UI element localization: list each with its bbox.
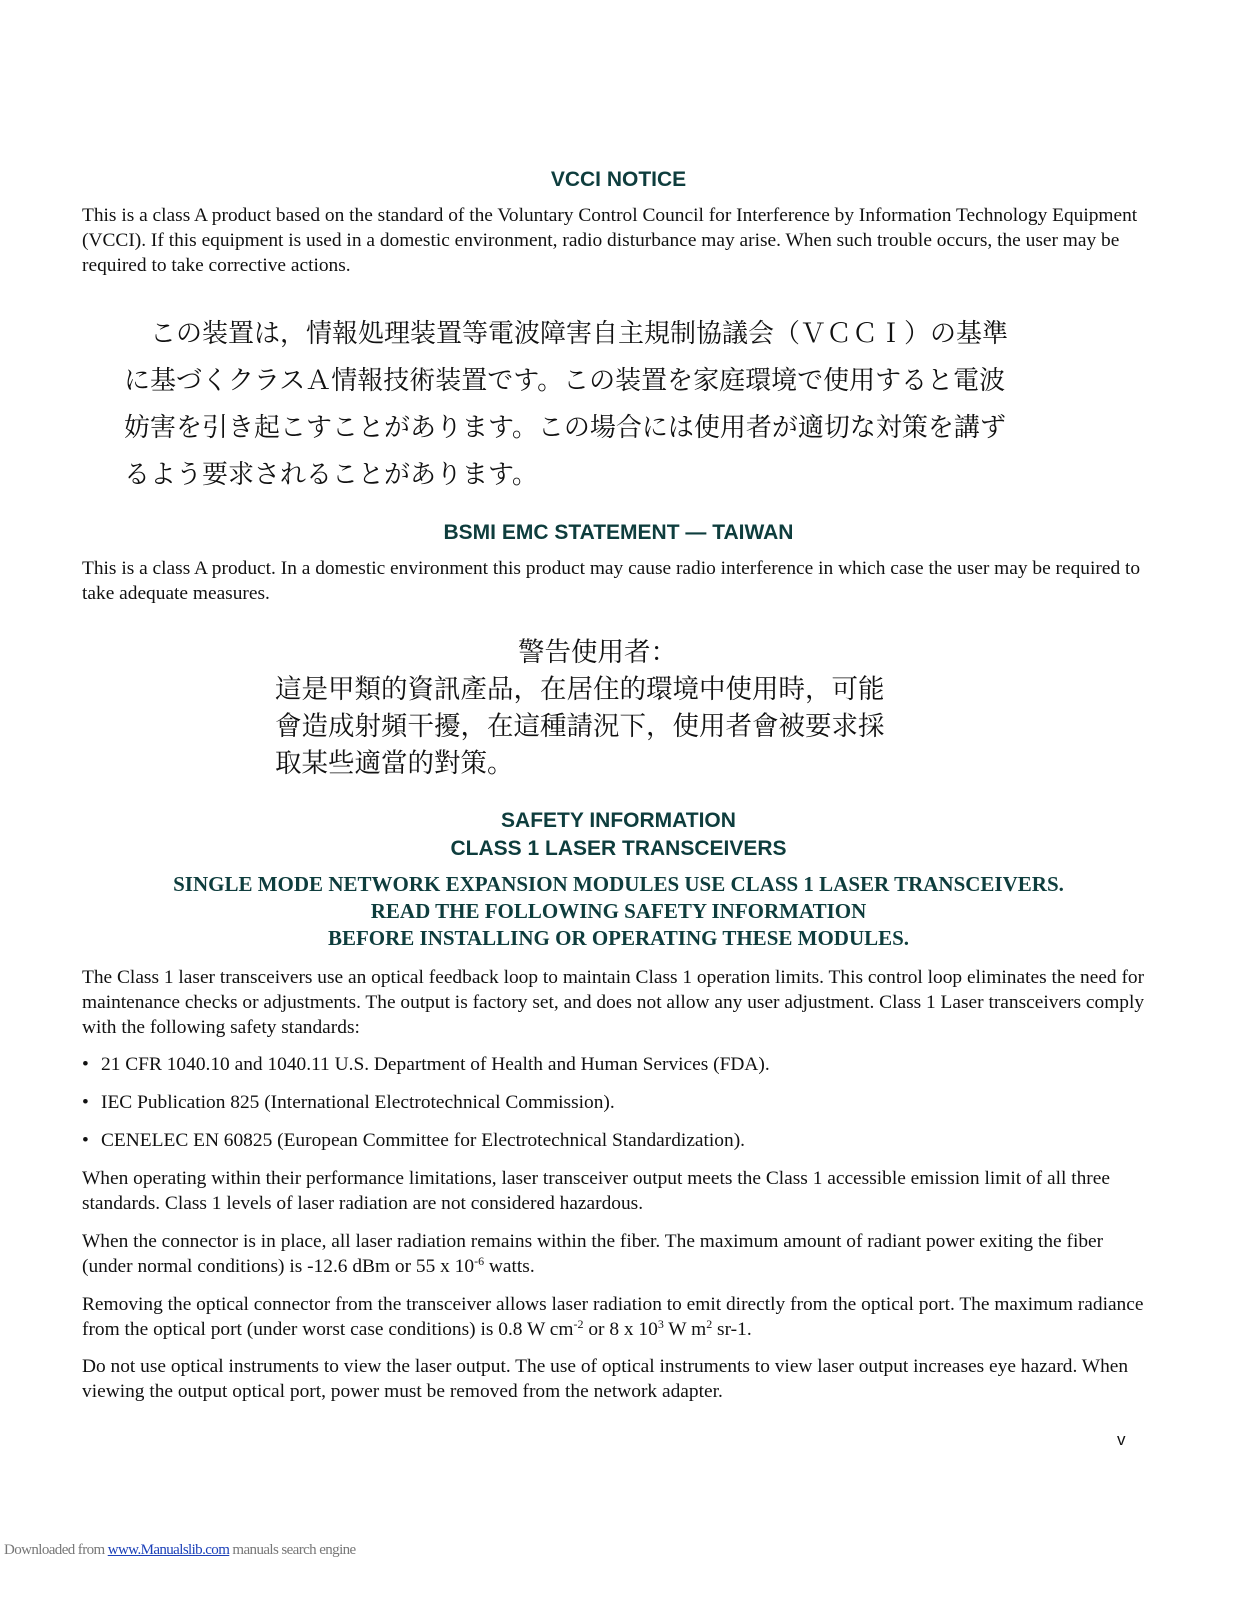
limits-text: When operating within their performance limitations, laser transceiver output meets the Class 1 accessible emission limit of all three standards. Class 1 levels of laser radiation are not considered hazardous.: [82, 1168, 1110, 1214]
standard-list-item: [82, 1090, 1152, 1115]
bullet-icon: •: [82, 1092, 89, 1113]
vcci-paragraph: [82, 203, 1152, 278]
bsmi-heading: BSMI EMC STATEMENT — TAIWAN: [443, 521, 794, 544]
warning-line: BEFORE INSTALLING OR OPERATING THESE MODULES.: [327, 926, 910, 950]
laser-class-heading: CLASS 1 LASER TRANSCEIVERS: [450, 837, 787, 860]
chinese-line: 會造成射頻干擾，在這種請況下，使用者會被要求採: [275, 711, 885, 742]
safety-heading: SAFETY INFORMATION: [501, 809, 736, 832]
standard-text: IEC Publication 825 (International Electrotechnical Commission).: [101, 1092, 615, 1113]
radiance-text-b: or 8 x 10: [583, 1319, 658, 1340]
page-number: v: [1117, 1430, 1126, 1449]
laser-intro-paragraph: [82, 965, 1152, 1040]
radiance-text-d: sr-1.: [712, 1319, 752, 1340]
instruments-text: Do not use optical instruments to view the laser output. The use of optical instruments to view laser output increases eye hazard. When viewing the output optical port, power must be removed from the network adapter.: [82, 1356, 1129, 1402]
radiance-text-a: Removing the optical connector from the transceiver allows laser radiation to emit directly from the optical port. The maximum radiance from the optical port (under worst case conditions) is 0.8 W cm: [82, 1294, 1144, 1340]
bsmi-body: This is a class A product. In a domestic environment this product may cause radio interference in which case the user may be required to take adequate measures.: [82, 558, 1141, 604]
standard-text: 21 CFR 1040.10 and 1040.11 U.S. Department of Health and Human Services (FDA).: [101, 1054, 770, 1075]
instruments-paragraph: [82, 1354, 1152, 1404]
japanese-line: るよう要求されることがあります。: [124, 460, 538, 490]
vcci-body: This is a class A product based on the standard of the Voluntary Control Council for Interference by Information Technology Equipment (VCCI). If this equipment is used in a domestic environment, radio disturbance may arise. When such trouble occurs, the user may be required to take corrective actions.: [82, 205, 1138, 276]
chinese-line: 取某些適當的對策。: [275, 748, 514, 779]
chinese-line: 這是甲類的資訊產品，在居住的環境中使用時，可能: [275, 674, 885, 705]
connector-paragraph: [82, 1229, 1152, 1279]
standard-list-item: [82, 1052, 1152, 1077]
manualslib-link[interactable]: www.Manualslib.com: [107, 1542, 230, 1558]
standard-text: CENELEC EN 60825 (European Committee for Electrotechnical Standardization).: [101, 1130, 746, 1151]
radiance-text-c: W m: [663, 1319, 707, 1340]
radiance-text: [82, 1292, 1152, 1342]
warning-line: READ THE FOLLOWING SAFETY INFORMATION: [370, 899, 867, 923]
laser-intro-text: The Class 1 laser transceivers use an optical feedback loop to maintain Class 1 operation limits. This control loop eliminates the need for maintenance checks or adjustments. The output is factory set, and does not allow any user adjustment. Class 1 Laser transceivers comply with the following safety standards:: [82, 967, 1145, 1038]
connector-text-a: When the connector is in place, all laser radiation remains within the fiber. The maximum amount of radiant power exiting the fiber (under normal conditions) is -12.6 dBm or 55 x 10: [82, 1231, 1104, 1277]
bullet-icon: •: [82, 1054, 89, 1075]
radiance-paragraph: [82, 1292, 1152, 1342]
connector-text-b: watts.: [484, 1256, 535, 1277]
exponent: -6: [474, 1254, 485, 1268]
japanese-line: 妨害を引き起こすことがあります。この場合には使用者が適切な対策を講ず: [124, 413, 1006, 443]
standard-list-item: [82, 1128, 1152, 1153]
japanese-line: この装置は，情報処理装置等電波障害自主規制協議会（ＶＣＣＩ）の基準: [124, 319, 1009, 349]
exponent: -2: [573, 1317, 584, 1331]
exponent: 2: [706, 1317, 713, 1331]
limits-paragraph: [82, 1166, 1152, 1216]
warning-line: SINGLE MODE NETWORK EXPANSION MODULES USE CLASS 1 LASER TRANSCEIVERS.: [173, 872, 1064, 896]
exponent: 3: [657, 1317, 664, 1331]
footer-suffix: manuals search engine: [229, 1542, 356, 1558]
bullet-icon: •: [82, 1130, 89, 1151]
footer-prefix: Downloaded from: [4, 1542, 108, 1558]
bsmi-chinese-notice: [275, 634, 995, 782]
safety-warning: [80, 871, 1157, 952]
connector-text: [82, 1229, 1152, 1279]
vcci-heading: VCCI NOTICE: [550, 168, 687, 191]
vcci-japanese-notice: [124, 311, 1124, 499]
chinese-line: 警告使用者：: [518, 637, 677, 668]
download-footer: [4, 1542, 356, 1559]
bsmi-paragraph: [82, 556, 1152, 606]
japanese-line: に基づくクラスＡ情報技術装置です。この装置を家庭環境で使用すると電波: [124, 366, 1006, 396]
